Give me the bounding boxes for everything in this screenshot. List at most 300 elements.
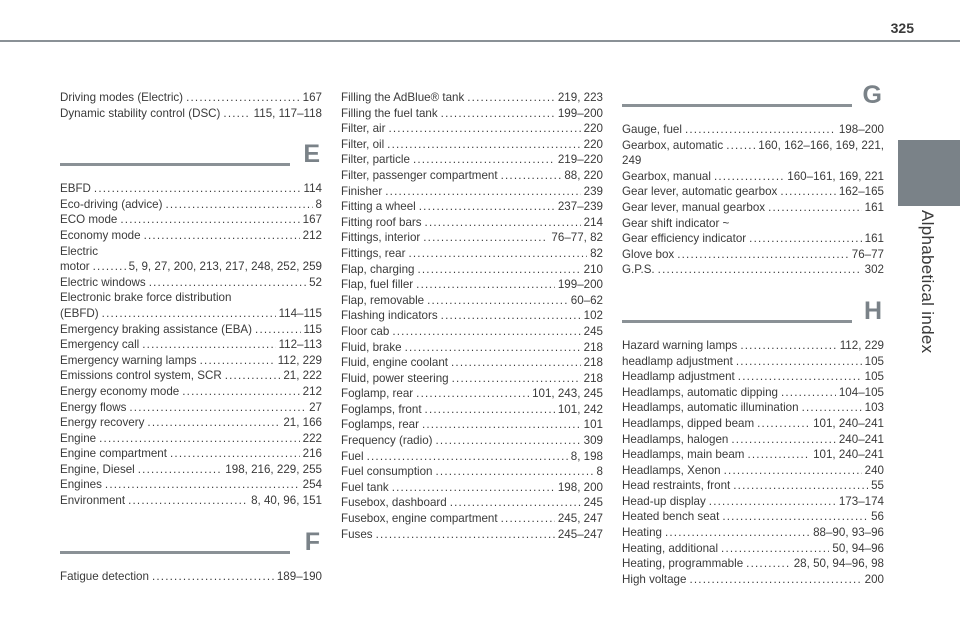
index-term: Gearbox, automatic [622,138,724,152]
page-references[interactable]: 50, 94–96 [832,541,884,555]
page-references[interactable]: 76–77, 82 [551,231,603,245]
index-entry [341,402,603,418]
page-references[interactable]: 112, 229 [839,338,884,352]
page-references[interactable]: 8, 40, 96, 151 [251,494,322,508]
index-term: Energy economy mode [60,384,180,398]
index-entry [60,368,322,384]
index-term: Fluid, brake [341,340,402,354]
index-term: Fluid, engine coolant [341,356,448,370]
page-references[interactable]: 302 [864,263,884,277]
index-term: Flap, removable [341,293,425,307]
page-references[interactable]: 199–200 [557,106,603,120]
index-entry [60,90,322,106]
page-references[interactable]: 114 [303,182,322,196]
index-entry [60,477,322,493]
index-term: Fuel tank [341,480,389,494]
index-term: Flap, fuel filler [341,278,414,292]
index-entry [622,572,884,588]
index-term: Environment [60,494,126,508]
index-entry [622,447,884,463]
leader-dots [165,197,312,213]
page-references[interactable]: 104–105 [838,385,884,399]
leader-dots [223,106,250,122]
page-references[interactable]: 115 [303,322,322,336]
index-entry [622,169,884,185]
page-references[interactable]: 103 [864,401,884,415]
index-entry [341,495,603,511]
index-entry [60,259,322,275]
index-entry [341,355,603,371]
index-term: (EBFD) [60,306,99,320]
index-term: Fluid, power steering [341,371,449,385]
index-entry [60,322,322,338]
leader-dots [392,480,555,496]
index-term: Energy flows [60,400,127,414]
page-references[interactable]: 102 [583,309,603,323]
index-term: Finisher [341,184,383,198]
index-entry [622,556,884,572]
leader-dots [413,152,555,168]
section-spacer [622,278,884,304]
index-term: Foglamps, front [341,402,422,416]
leader-dots [436,464,594,480]
index-term: Foglamp, rear [341,387,414,401]
index-term: Fuses [341,527,373,541]
page-references[interactable]: 52 [309,275,322,289]
index-entry [60,228,322,244]
leader-dots [689,572,861,588]
leader-dots [425,402,555,418]
page-references[interactable]: 101 [583,418,603,432]
index-term: Filling the AdBlue® tank [341,91,465,104]
index-entry [341,386,603,402]
leader-dots [677,247,849,263]
section-header [60,140,322,181]
index-entry [341,511,603,527]
index-term: Eco-driving (advice) [60,197,163,211]
index-term: Economy mode [60,228,141,242]
index-entry [341,199,603,215]
index-term: Gear efficiency indicator [622,232,747,246]
index-term: Flashing indicators [341,309,438,323]
leader-dots [416,386,529,402]
index-entry [622,247,884,263]
index-entry [341,371,603,387]
index-column-3 [622,81,884,587]
index-entry [622,525,884,541]
index-entry [60,431,322,447]
index-entry [341,168,603,184]
page-references[interactable]: 105 [864,354,884,368]
page-references[interactable]: 167 [302,91,322,104]
index-entry [60,197,322,213]
leader-dots [367,449,568,465]
index-term: Engine compartment [60,447,167,461]
index-entry [622,262,884,278]
index-term: Glove box [622,247,675,261]
page-references[interactable]: 56 [871,510,884,524]
index-term: Fatigue detection [60,569,149,583]
leader-dots [726,138,755,154]
index-entry [60,181,322,197]
index-entry [60,353,322,369]
page-references[interactable]: 160, 162–166, 169, 221, [758,138,884,152]
section-header [622,81,884,122]
leader-dots [757,416,810,432]
leader-dots [665,525,810,541]
page-references[interactable]: 245 [583,496,603,510]
index-column-1 [60,90,322,584]
index-entry [60,493,322,509]
index-entry [341,262,603,278]
section-tab-marker [898,140,960,206]
leader-dots [200,353,275,369]
leader-dots [709,494,836,510]
page-references[interactable]: 8, 198 [570,449,603,463]
index-term: Floor cab [341,324,390,338]
page-references[interactable]: 245–247 [557,527,603,541]
index-term: Engines [60,478,102,492]
page-references[interactable]: 218 [583,340,603,354]
page-references[interactable]: 5, 9, 27, 200, 213, 217, 248, 252, 259 [128,260,322,274]
index-term: Emergency warning lamps [60,353,197,367]
index-entry [60,337,322,353]
index-term: Driving modes (Electric) [60,91,184,104]
page-references[interactable]: 240 [864,463,884,477]
index-entry [341,308,603,324]
page-references[interactable]: 112, 229 [277,353,322,367]
page-number: 325 [890,20,914,36]
leader-dots [128,493,248,509]
leader-dots [452,371,581,387]
index-entry [622,385,884,401]
leader-dots [405,340,581,356]
page-references[interactable]: 309 [583,434,603,448]
page-references[interactable]: 21, 166 [283,416,322,430]
index-term: Headlamps, Xenon [622,463,721,477]
page-references[interactable]: 210 [583,262,603,276]
index-term: Hazard warning lamps [622,338,738,352]
index-term: Fuel [341,449,364,463]
leader-dots [724,463,862,479]
leader-dots [781,385,836,401]
index-term: Filter, air [341,122,386,136]
index-entry [622,432,884,448]
page-references[interactable]: 222 [302,431,322,445]
index-term: Fitting roof bars [341,215,422,229]
section-letter: F [304,527,320,556]
page-references[interactable]: 245 [583,324,603,338]
index-term: Emergency braking assistance (EBA) [60,322,253,336]
page-references[interactable]: 161 [864,232,884,246]
page-references[interactable]: 198, 200 [557,480,603,494]
index-term: Fitting a wheel [341,200,416,214]
page-references[interactable]: 245, 247 [557,512,603,526]
leader-dots [422,417,581,433]
index-term: Engine [60,431,97,445]
leader-dots [105,477,300,493]
leader-dots [144,228,300,244]
page-references[interactable]: 161 [864,200,884,214]
page-references[interactable]: 162–165 [838,185,884,199]
leader-dots [685,122,836,138]
index-entry [622,509,884,525]
index-entry [622,494,884,510]
page-references[interactable]: 101, 240–241 [813,416,884,430]
leader-dots [147,415,280,431]
index-term: Emissions control system, SCR [60,369,222,383]
page-references[interactable]: 216 [302,447,322,461]
leader-dots [255,322,300,338]
index-entry [341,90,603,106]
page-references[interactable]: 167 [302,213,322,227]
section-rule [622,104,852,107]
index-entry [622,122,884,138]
leader-dots [441,106,555,122]
index-term: Fusebox, dashboard [341,496,447,510]
page-references[interactable]: 237–239 [557,200,603,214]
leader-dots [721,541,829,557]
section-letter: E [303,140,320,169]
page-references[interactable]: 214 [583,215,603,229]
page-references[interactable]: 212 [302,228,322,242]
page-references[interactable]: 27 [309,400,322,414]
section-header [622,296,884,338]
index-term: Frequency (radio) [341,434,433,448]
page-references[interactable]: 219–220 [557,153,603,167]
index-term: High voltage [622,572,687,586]
page-references[interactable]: 240–241 [838,432,884,446]
index-entry [622,231,884,247]
page-references[interactable]: 199–200 [557,278,603,292]
index-term: Headlamps, automatic dipping [622,385,778,399]
leader-dots [120,212,299,228]
leader-dots [142,337,275,353]
leader-dots [722,509,868,525]
page-references[interactable]: 55 [871,479,884,493]
page-references[interactable]: 28, 50, 94–96, 98 [793,557,884,571]
leader-dots [416,277,555,293]
index-entry [341,293,603,309]
leader-dots [408,246,587,262]
page-references[interactable]: 8 [315,197,322,211]
index-entry [341,480,603,496]
index-entry [622,400,884,416]
leader-dots [419,199,555,215]
index-entry [622,463,884,479]
index-term: Foglamps, rear [341,418,419,432]
page-references[interactable]: 254 [302,478,322,492]
leader-dots [450,495,581,511]
index-term: Head restraints, front [622,479,731,493]
section-rule [60,551,290,554]
page-references[interactable]: 218 [583,371,603,385]
index-entry [341,340,603,356]
index-entry [341,152,603,168]
index-term: Filling the fuel tank [341,106,438,120]
index-entry [60,415,322,431]
side-tab-title [896,210,958,354]
side-tab-label: Alphabetical index [918,210,937,354]
leader-dots [501,168,562,184]
leader-dots [746,556,791,572]
leader-dots [749,231,861,247]
page-references[interactable]: 101, 240–241 [813,448,884,462]
section-rule [60,163,290,166]
index-column-2 [341,90,603,542]
index-entry: Gear shift indicator ~ [622,216,730,230]
leader-dots [388,121,580,137]
index-entry [341,246,603,262]
index-term: Head-up display [622,494,706,508]
index-entry [622,184,884,200]
leader-dots [731,432,836,448]
index-term: Headlamps, automatic illumination [622,401,799,415]
section-spacer [60,121,322,147]
index-entry [60,306,322,322]
index-term: headlamp adjustment [622,354,733,368]
page-references[interactable]: 239 [583,184,603,198]
index-entry [341,464,603,480]
section-spacer [60,509,322,535]
index-term: Heating [622,526,662,540]
index-term: Fittings, rear [341,246,406,260]
index-term: Filter, passenger compartment [341,168,498,182]
index-entry [60,446,322,462]
leader-dots [376,527,555,543]
page-references[interactable]: 219, 223 [557,91,603,104]
page-references[interactable]: 112–113 [278,338,322,352]
leader-dots [733,478,868,494]
index-term: Dynamic stability control (DSC) [60,106,221,120]
index-term: Gear lever, manual gearbox [622,200,766,214]
page-references[interactable]: 8 [596,465,603,479]
index-term: Fuel consumption [341,465,433,479]
index-entry [622,200,884,216]
index-term: Filter, particle [341,153,410,167]
index-entry [622,369,884,385]
page-references[interactable]: 114–115 [278,306,322,320]
leader-dots [99,431,300,447]
index-term: Heating, programmable [622,557,744,571]
leader-dots [186,90,300,106]
index-term: Headlamps, main beam [622,448,745,462]
page-references[interactable]: 160–161, 169, 221 [787,169,884,183]
index-term: Engine, Diesel [60,462,135,476]
index-entry [60,106,322,122]
leader-dots [129,400,306,416]
page-references[interactable]: 21, 222 [283,369,322,383]
index-term: Gear lever, automatic gearbox [622,185,778,199]
index-entry [60,384,322,400]
index-term: G.P.S. [622,263,655,277]
page-references[interactable]: 76–77 [851,247,884,261]
header-rule [0,40,960,42]
index-term: Headlamps, halogen [622,432,729,446]
leader-dots [802,400,862,416]
index-entry-prefix: Electric [60,244,99,258]
leader-dots [102,306,276,322]
page-references[interactable]: 82 [590,246,603,260]
index-entry [341,230,603,246]
page-references[interactable]: 88, 220 [564,168,603,182]
index-term: Headlamps, dipped beam [622,416,755,430]
page-references[interactable]: 173–174 [838,494,884,508]
index-entry [341,137,603,153]
leader-dots [170,446,300,462]
index-term: Heated bench seat [622,510,720,524]
leader-dots [427,293,568,309]
index-entry [341,449,603,465]
index-entry [622,478,884,494]
index-entry [622,416,884,432]
section-letter: G [862,81,882,109]
index-term: Heating, additional [622,541,719,555]
leader-dots [501,511,555,527]
page-references[interactable]: 115, 117–118 [253,106,322,120]
index-entry-prefix: Electronic brake force distribution [60,291,232,305]
index-entry [60,462,322,478]
leader-dots [94,181,301,197]
index-entry [341,121,603,137]
index-entry [341,106,603,122]
section-header [60,527,322,569]
leader-dots [738,369,862,385]
page-references[interactable]: 198, 216, 229, 255 [225,462,322,476]
page-references[interactable]: 218 [583,356,603,370]
leader-dots [152,569,274,585]
leader-dots [182,384,299,400]
page-references[interactable]: 200 [864,572,884,586]
page-references[interactable]: 189–190 [276,569,322,583]
leader-dots [138,462,223,478]
index-entry [60,212,322,228]
leader-dots [747,447,810,463]
page-references[interactable]: 60–62 [570,293,603,307]
index-entry-continuation[interactable]: 249 [622,154,642,168]
index-term: ECO mode [60,213,118,227]
index-term: Filter, oil [341,137,385,151]
index-entry [341,324,603,340]
leader-dots [467,90,555,106]
page-references[interactable]: 220 [583,122,603,136]
leader-dots [658,262,862,278]
leader-dots [385,184,580,200]
section-letter: H [863,296,882,325]
index-entry [341,433,603,449]
page-references[interactable]: 198–200 [838,123,884,136]
leader-dots [423,230,548,246]
page-references[interactable]: 101, 243, 245 [532,387,603,401]
index-term: Fittings, interior [341,231,421,245]
index-entry [341,527,603,543]
section-rule [622,320,852,323]
index-term: motor [60,260,90,274]
index-term: Gearbox, manual [622,169,711,183]
index-term: EBFD [60,182,91,196]
leader-dots [387,137,580,153]
page-references[interactable]: 101, 242 [557,402,603,416]
page-references[interactable]: 88–90, 93–96 [813,526,884,540]
index-entry [622,338,884,354]
leader-dots [149,275,306,291]
index-entry [60,275,322,291]
index-entry [341,184,603,200]
page-references[interactable]: 212 [302,384,322,398]
page-references[interactable]: 220 [583,137,603,151]
page-references[interactable]: 105 [864,370,884,384]
leader-dots [225,368,281,384]
